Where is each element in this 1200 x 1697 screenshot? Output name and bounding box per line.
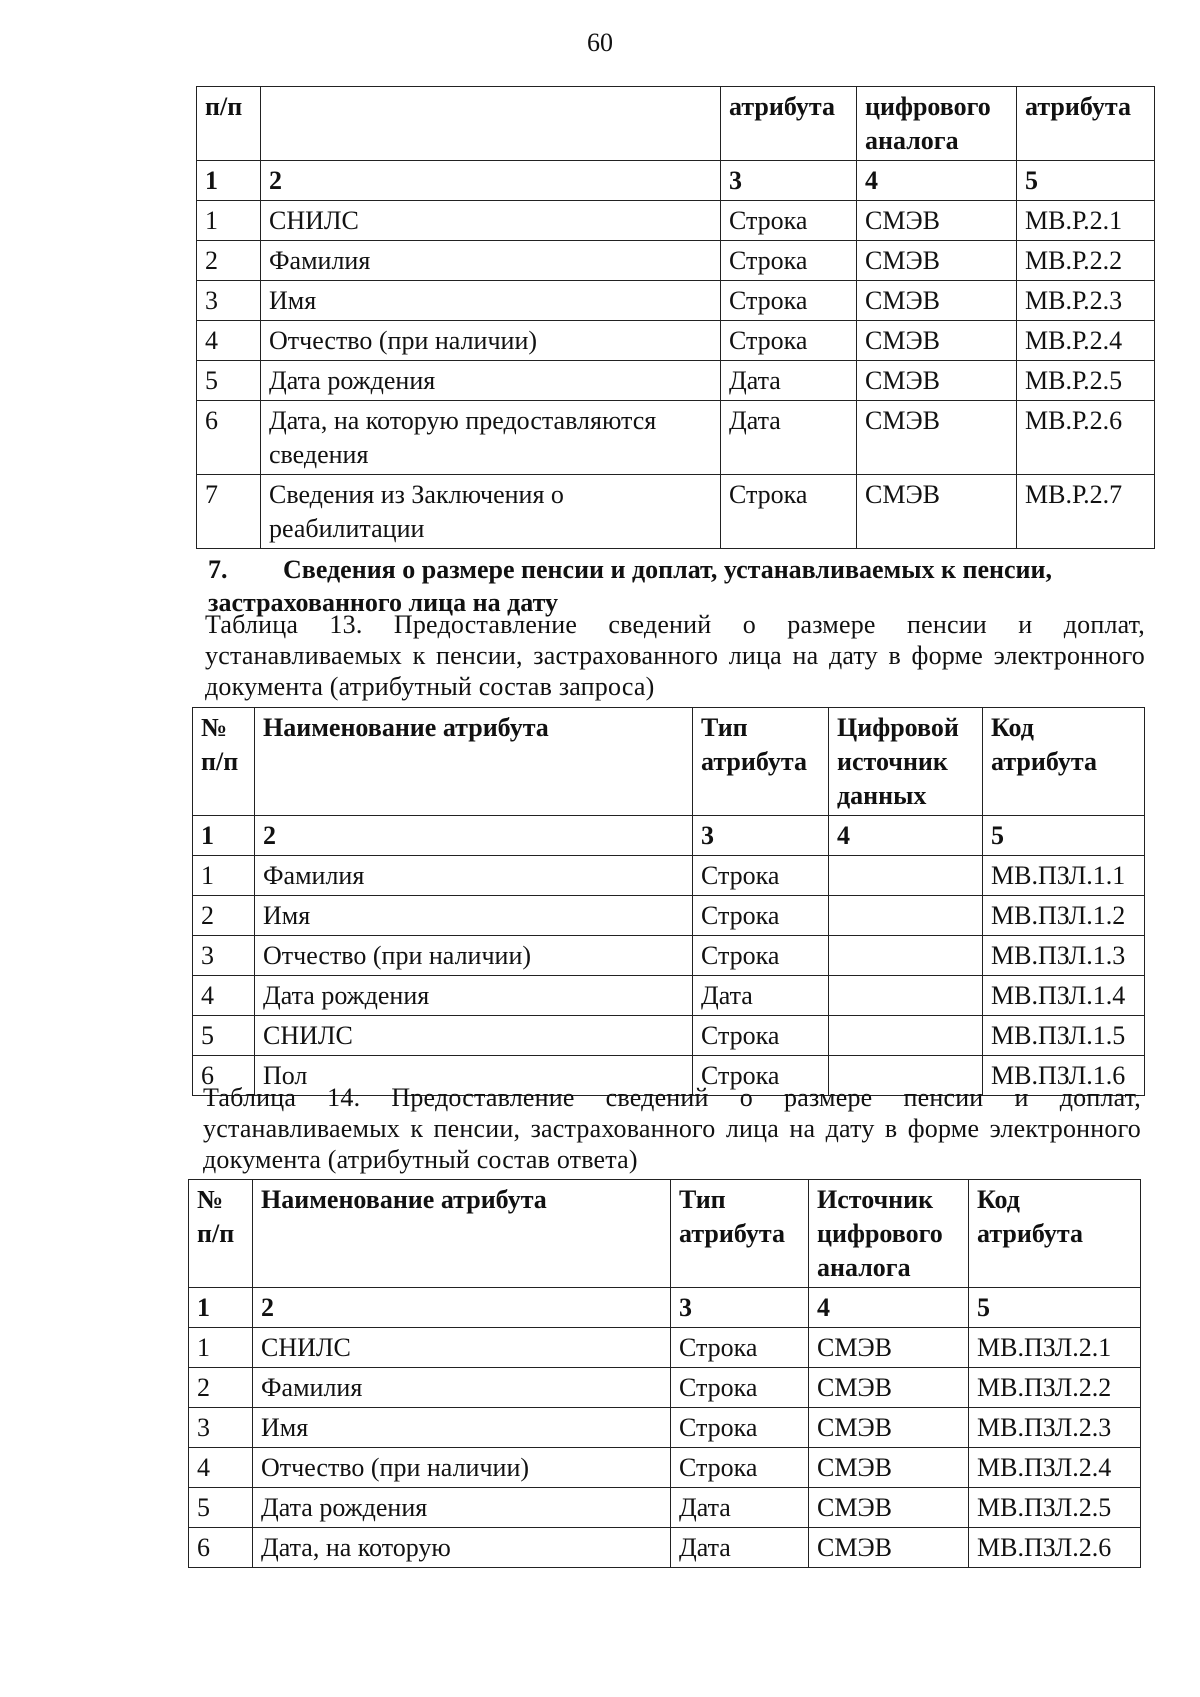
- header-cell-source: Источник цифрового аналога: [809, 1180, 969, 1288]
- cell-attribute-code: МВ.Р.2.1: [1017, 201, 1155, 241]
- table-row: [197, 401, 1155, 475]
- cell-attribute-name: СНИЛС: [253, 1328, 671, 1368]
- cell-number: 5: [197, 361, 261, 401]
- cell-number: 4: [193, 976, 255, 1016]
- header-cell-name: [261, 87, 721, 161]
- cell-number: 2: [193, 896, 255, 936]
- table-12: [196, 86, 1155, 549]
- index-cell: 3: [671, 1288, 809, 1328]
- cell-source: СМЭВ: [857, 241, 1017, 281]
- cell-attribute-type: Строка: [671, 1328, 809, 1368]
- cell-source: [829, 976, 983, 1016]
- index-cell: 2: [261, 161, 721, 201]
- index-cell: 1: [193, 816, 255, 856]
- index-cell: 5: [983, 816, 1145, 856]
- table-13: [192, 707, 1145, 1096]
- cell-attribute-type: Строка: [721, 321, 857, 361]
- cell-number: 2: [189, 1368, 253, 1408]
- header-cell-code: Код атрибута: [969, 1180, 1141, 1288]
- cell-attribute-type: Строка: [721, 201, 857, 241]
- index-cell: 5: [969, 1288, 1141, 1328]
- cell-attribute-type: Строка: [721, 241, 857, 281]
- cell-attribute-code: МВ.Р.2.5: [1017, 361, 1155, 401]
- cell-source: СМЭВ: [857, 361, 1017, 401]
- cell-attribute-code: МВ.ПЗЛ.1.3: [983, 936, 1145, 976]
- header-cell-type: Тип атрибута: [693, 708, 829, 816]
- cell-number: 4: [189, 1448, 253, 1488]
- cell-attribute-type: Дата: [721, 401, 857, 475]
- cell-source: СМЭВ: [857, 281, 1017, 321]
- header-cell-name: Наименование атрибута: [255, 708, 693, 816]
- cell-number: 2: [197, 241, 261, 281]
- table-row: [189, 1448, 1141, 1488]
- index-cell: 4: [809, 1288, 969, 1328]
- header-cell-type: Тип атрибута: [671, 1180, 809, 1288]
- cell-attribute-type: Строка: [693, 1056, 829, 1096]
- table-14-caption: Таблица 14. Предоставление сведений о размере пенсии и доплат, устанавливаемых к пенсии, застрахованного лица на дату в форме электронного документа (атрибутный состав ответа): [203, 1083, 1141, 1174]
- header-cell-source: Цифровой источник данных: [829, 708, 983, 816]
- header-cell-number: № п/п: [193, 708, 255, 816]
- table-index-row: [193, 816, 1145, 856]
- cell-source: [829, 936, 983, 976]
- cell-attribute-code: МВ.ПЗЛ.2.4: [969, 1448, 1141, 1488]
- cell-attribute-name: Дата рождения: [255, 976, 693, 1016]
- cell-attribute-name: Имя: [255, 896, 693, 936]
- cell-attribute-type: Строка: [671, 1408, 809, 1448]
- table-index-row: [197, 161, 1155, 201]
- table-row: [189, 1528, 1141, 1568]
- table-row: [197, 321, 1155, 361]
- table-14: [188, 1179, 1141, 1568]
- section-number: 7.: [208, 555, 228, 584]
- cell-attribute-name: Фамилия: [255, 856, 693, 896]
- cell-source: СМЭВ: [809, 1528, 969, 1568]
- table-13-caption: Таблица 13. Предоставление сведений о размере пенсии и доплат, устанавливаемых к пенсии, застрахованного лица на дату в форме электронного документа (атрибутный состав запроса): [205, 610, 1145, 701]
- cell-attribute-type: Дата: [721, 361, 857, 401]
- table-row: [189, 1328, 1141, 1368]
- cell-source: [829, 1016, 983, 1056]
- cell-source: СМЭВ: [857, 401, 1017, 475]
- cell-attribute-type: Строка: [721, 281, 857, 321]
- cell-number: 6: [189, 1528, 253, 1568]
- table-header-row: [197, 87, 1155, 161]
- cell-attribute-code: МВ.ПЗЛ.1.5: [983, 1016, 1145, 1056]
- cell-attribute-name: Дата, на которую предоставляются сведения: [261, 401, 721, 475]
- cell-attribute-type: Строка: [671, 1448, 809, 1488]
- cell-attribute-name: Дата рождения: [261, 361, 721, 401]
- cell-attribute-type: Строка: [693, 896, 829, 936]
- table-row: [189, 1488, 1141, 1528]
- cell-attribute-code: МВ.ПЗЛ.2.6: [969, 1528, 1141, 1568]
- cell-number: 1: [197, 201, 261, 241]
- table-row: [189, 1408, 1141, 1448]
- cell-number: 5: [193, 1016, 255, 1056]
- cell-attribute-code: МВ.Р.2.3: [1017, 281, 1155, 321]
- table-row: [193, 1016, 1145, 1056]
- index-cell: 1: [189, 1288, 253, 1328]
- page-number: 60: [587, 28, 613, 57]
- cell-attribute-name: СНИЛС: [261, 201, 721, 241]
- table-row: [197, 281, 1155, 321]
- cell-number: 6: [197, 401, 261, 475]
- cell-attribute-code: МВ.ПЗЛ.1.1: [983, 856, 1145, 896]
- table-row: [193, 896, 1145, 936]
- cell-attribute-code: МВ.Р.2.4: [1017, 321, 1155, 361]
- header-cell-code: атрибута: [1017, 87, 1155, 161]
- cell-attribute-code: МВ.ПЗЛ.1.6: [983, 1056, 1145, 1096]
- header-cell-number: п/п: [197, 87, 261, 161]
- cell-attribute-name: Дата рождения: [253, 1488, 671, 1528]
- table-header-row: [189, 1180, 1141, 1288]
- cell-attribute-name: Отчество (при наличии): [261, 321, 721, 361]
- cell-source: СМЭВ: [809, 1328, 969, 1368]
- index-cell: 2: [253, 1288, 671, 1328]
- cell-attribute-code: МВ.Р.2.2: [1017, 241, 1155, 281]
- cell-attribute-type: Дата: [693, 976, 829, 1016]
- cell-attribute-type: Строка: [721, 475, 857, 549]
- cell-attribute-code: МВ.ПЗЛ.2.2: [969, 1368, 1141, 1408]
- table-row: [193, 976, 1145, 1016]
- cell-source: [829, 856, 983, 896]
- cell-attribute-name: Имя: [253, 1408, 671, 1448]
- cell-number: 4: [197, 321, 261, 361]
- cell-attribute-name: Имя: [261, 281, 721, 321]
- cell-number: 1: [193, 856, 255, 896]
- cell-number: 3: [193, 936, 255, 976]
- cell-source: СМЭВ: [809, 1448, 969, 1488]
- cell-attribute-code: МВ.ПЗЛ.2.5: [969, 1488, 1141, 1528]
- table-row: [193, 856, 1145, 896]
- cell-attribute-code: МВ.ПЗЛ.1.2: [983, 896, 1145, 936]
- cell-source: СМЭВ: [857, 201, 1017, 241]
- header-cell-number: № п/п: [189, 1180, 253, 1288]
- cell-number: 5: [189, 1488, 253, 1528]
- cell-attribute-code: МВ.ПЗЛ.2.3: [969, 1408, 1141, 1448]
- index-cell: 2: [255, 816, 693, 856]
- table-row: [189, 1368, 1141, 1408]
- index-cell: 1: [197, 161, 261, 201]
- header-cell-source: цифрового аналога: [857, 87, 1017, 161]
- table-row: [197, 361, 1155, 401]
- cell-source: СМЭВ: [809, 1408, 969, 1448]
- cell-attribute-code: МВ.Р.2.6: [1017, 401, 1155, 475]
- cell-attribute-name: Отчество (при наличии): [253, 1448, 671, 1488]
- cell-attribute-name: Фамилия: [261, 241, 721, 281]
- index-cell: 3: [693, 816, 829, 856]
- cell-attribute-name: Отчество (при наличии): [255, 936, 693, 976]
- cell-attribute-code: МВ.ПЗЛ.1.4: [983, 976, 1145, 1016]
- cell-number: 3: [197, 281, 261, 321]
- index-cell: 4: [829, 816, 983, 856]
- cell-attribute-type: Строка: [693, 856, 829, 896]
- cell-number: 6: [193, 1056, 255, 1096]
- header-cell-code: Код атрибута: [983, 708, 1145, 816]
- index-cell: 3: [721, 161, 857, 201]
- cell-source: [829, 896, 983, 936]
- cell-attribute-name: Сведения из Заключения о реабилитации: [261, 475, 721, 549]
- cell-source: СМЭВ: [809, 1488, 969, 1528]
- cell-number: 1: [189, 1328, 253, 1368]
- cell-attribute-type: Дата: [671, 1528, 809, 1568]
- table-row: [193, 936, 1145, 976]
- cell-attribute-code: МВ.ПЗЛ.2.1: [969, 1328, 1141, 1368]
- cell-attribute-type: Строка: [671, 1368, 809, 1408]
- table-row: [197, 241, 1155, 281]
- cell-source: СМЭВ: [857, 475, 1017, 549]
- cell-attribute-type: Строка: [693, 936, 829, 976]
- section-title: Сведения о размере пенсии и доплат, устанавливаемых к пенсии, застрахованного лица на дату: [208, 555, 1053, 617]
- cell-source: СМЭВ: [809, 1368, 969, 1408]
- cell-attribute-type: Строка: [693, 1016, 829, 1056]
- cell-attribute-name: Фамилия: [253, 1368, 671, 1408]
- header-cell-type: атрибута: [721, 87, 857, 161]
- table-header-row: [193, 708, 1145, 816]
- index-cell: 4: [857, 161, 1017, 201]
- cell-attribute-name: СНИЛС: [255, 1016, 693, 1056]
- table-index-row: [189, 1288, 1141, 1328]
- index-cell: 5: [1017, 161, 1155, 201]
- cell-attribute-name: Дата, на которую: [253, 1528, 671, 1568]
- header-cell-name: Наименование атрибута: [253, 1180, 671, 1288]
- table-row: [197, 201, 1155, 241]
- cell-attribute-code: МВ.Р.2.7: [1017, 475, 1155, 549]
- cell-number: 3: [189, 1408, 253, 1448]
- cell-attribute-type: Дата: [671, 1488, 809, 1528]
- cell-attribute-name: Пол: [255, 1056, 693, 1096]
- table-row: [197, 475, 1155, 549]
- cell-number: 7: [197, 475, 261, 549]
- cell-source: СМЭВ: [857, 321, 1017, 361]
